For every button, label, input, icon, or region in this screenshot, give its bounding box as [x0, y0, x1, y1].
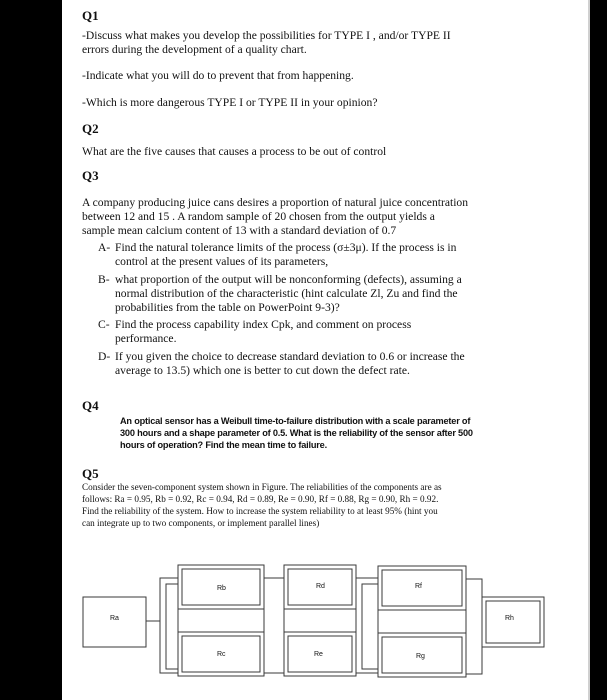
- q5-heading: Q5: [82, 466, 99, 481]
- component-box-rh: [482, 597, 544, 647]
- q3-c-letter: C-: [98, 318, 110, 331]
- q3-intro-1: A company producing juice cans desires a proportion of natural juice concentration: [82, 196, 469, 209]
- q2-heading: Q2: [82, 121, 99, 136]
- label-re: Re: [314, 651, 323, 658]
- q1-heading: Q1: [82, 8, 99, 23]
- q4-heading: Q4: [82, 398, 99, 413]
- q5-line-2: follows: Ra = 0.95, Rb = 0.92, Rc = 0.94, Rd = 0.89, Re = 0.90, Rf = 0.88, Rg = 0.90, Rh = 0.92.: [82, 494, 439, 504]
- q5-line-3: Find the reliability of the system. How to increase the system reliability to at least 95% (hint you: [82, 506, 438, 516]
- label-ra: Ra: [110, 615, 119, 622]
- label-rb: Rb: [217, 585, 226, 592]
- q4-line-1: An optical sensor has a Weibull time-to-failure distribution with a scale parameter of: [120, 416, 471, 426]
- q3-d-line-2: average to 13.5) which one is better to cut down the defect rate.: [115, 364, 410, 377]
- q4-line-2: 300 hours and a shape parameter of 0.5. What is the reliability of the sensor after 500: [120, 428, 473, 438]
- q3-b-line-1: what proportion of the output will be nonconforming (defects), assuming a: [115, 273, 462, 286]
- q3-c-line-1: Find the process capability index Cpk, and comment on process: [115, 318, 412, 331]
- q3-b-line-3: probabilities from the table on PowerPoint 9-3)?: [115, 301, 340, 314]
- q3-b-letter: B-: [98, 273, 110, 286]
- q3-intro-3: sample mean calcium content of 13 with a standard deviation of 0.7: [82, 224, 397, 237]
- q3-c-line-2: performance.: [115, 332, 177, 345]
- label-rc: Rc: [217, 651, 226, 658]
- q2-text: What are the five causes that causes a process to be out of control: [82, 145, 387, 158]
- label-rd: Rd: [316, 583, 325, 590]
- q1-prevent: -Indicate what you will do to prevent that from happening.: [82, 69, 354, 82]
- q3-b-line-2: normal distribution of the characteristic (hint calculate Zl, Zu and find the: [115, 287, 458, 300]
- q4-line-3: hours of operation? Find the mean time to failure.: [120, 440, 327, 450]
- q1-line-1: -Discuss what makes you develop the possibilities for TYPE I , and/or TYPE II: [82, 29, 451, 42]
- q5-line-4: can integrate up to two components, or implement parallel lines): [82, 518, 320, 528]
- label-rf: Rf: [415, 583, 422, 590]
- component-box-ra: [83, 597, 146, 647]
- q3-a-line-2: control at the present values of its parameters,: [115, 255, 329, 268]
- label-rh: Rh: [505, 615, 514, 622]
- q3-a-letter: A-: [98, 241, 111, 254]
- q5-line-1: Consider the seven-component system shown in Figure. The reliabilities of the components are as: [82, 482, 442, 492]
- q1-line-2: errors during the development of a quality chart.: [82, 43, 307, 56]
- label-rg: Rg: [416, 653, 425, 660]
- q3-d-line-1: If you given the choice to decrease standard deviation to 0.6 or increase the: [115, 350, 465, 363]
- component-box-rf: [378, 566, 466, 610]
- q3-intro-2: between 12 and 15 . A random sample of 20 chosen from the output yields a: [82, 210, 435, 223]
- q1-which: -Which is more dangerous TYPE I or TYPE II in your opinion?: [82, 96, 378, 109]
- q3-heading: Q3: [82, 168, 99, 183]
- q3-d-letter: D-: [98, 350, 111, 363]
- q3-a-line-1: Find the natural tolerance limits of the process (σ±3μ). If the process is in: [115, 241, 457, 254]
